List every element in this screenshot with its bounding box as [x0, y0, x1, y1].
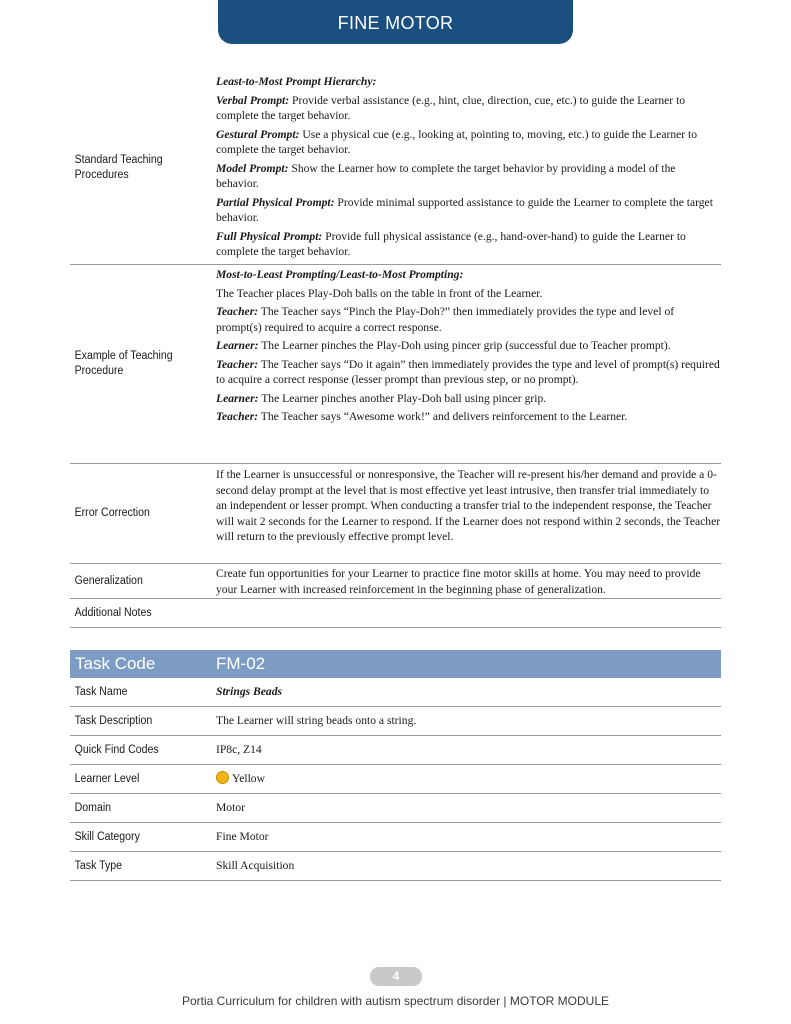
list-item: Teacher: The Teacher says “Awesome work!” and delivers reinforcement to the Learner. [216, 410, 628, 423]
task-code-label: Task Code [75, 654, 156, 673]
section-title: FINE MOTOR [337, 13, 454, 33]
row-value: Create fun opportunities for your Learner to practice fine motor skills at home. You may need to provide your Learner with increased reinforcement in the beginning phase of generalization. [216, 567, 701, 596]
additional-notes-row [70, 599, 721, 628]
table-row: Domain Motor [70, 794, 721, 823]
task-code-header [70, 650, 721, 678]
prompt-hierarchy-heading: Least-to-Most Prompt Hierarchy: [216, 75, 377, 88]
table-row: Learner Level Yellow [70, 765, 721, 794]
list-item: Teacher: The Teacher says “Do it again” then immediately provides the type and level of prompt(s) required to acquire a correct response (lesser prompt than previous step, or no prompt). [216, 357, 720, 386]
procedures-table [70, 72, 721, 628]
task-name-value: Strings Beads [216, 685, 283, 699]
page-number: 4 [370, 967, 422, 986]
list-item: Partial Physical Prompt: Provide minimal supported assistance to guide the Learner to complete the target behavior. [216, 195, 713, 224]
task-code-value: FM-02 [216, 654, 266, 673]
row-label: Additional Notes [74, 606, 152, 619]
example-intro: The Teacher places Play-Doh balls on the table in front of the Learner. [216, 286, 543, 300]
row-value [216, 265, 721, 463]
row-label: Example of Teaching Procedure [74, 350, 173, 377]
example-procedure-row [70, 265, 721, 464]
list-item: Teacher: The Teacher says “Pinch the Play-Doh?” then immediately provides the type and level of prompt(s) required to acquire a correct response. [216, 305, 675, 334]
row-label: Standard Teaching Procedures [74, 154, 163, 181]
section-title-banner [218, 0, 573, 44]
table-row: Quick Find Codes IP8c, Z14 [70, 736, 721, 765]
error-correction-row [70, 464, 721, 564]
list-item: Model Prompt: Show the Learner how to complete the target behavior by providing a model of the behavior. [216, 161, 676, 190]
standard-procedures-row [70, 72, 721, 265]
list-item: Verbal Prompt: Provide verbal assistance (e.g., hint, clue, direction, cue, etc.) to guide the Learner to complete the target behavior. [216, 93, 686, 122]
row-value [216, 599, 721, 627]
list-item: Gestural Prompt: Use a physical cue (e.g., looking at, pointing to, moving, etc.) to guide the Learner to complete the target behavior. [216, 127, 698, 156]
row-value [216, 72, 721, 264]
row-label: Error Correction [74, 507, 150, 519]
table-row: Task Type Skill Acquisition [70, 852, 721, 881]
prompting-heading: Most-to-Least Prompting/Least-to-Most Prompting: [216, 268, 464, 281]
footer-text: Portia Curriculum for children with autism spectrum disorder | MOTOR MODULE [181, 994, 609, 1008]
learner-level-value: Yellow [232, 772, 265, 786]
list-item: Learner: The Learner pinches the Play-Doh using pincer grip (successful due to Teacher prompt). [216, 339, 671, 352]
task-details-table [70, 678, 721, 881]
list-item: Learner: The Learner pinches another Play-Doh ball using pincer grip. [216, 391, 547, 405]
yellow-level-dot-icon [216, 771, 229, 784]
row-label: Generalization [74, 574, 143, 587]
table-row: Task Name Strings Beads [70, 678, 721, 707]
table-row: Task Description The Learner will string beads onto a string. [70, 707, 721, 736]
table-row: Skill Category Fine Motor [70, 823, 721, 852]
generalization-row [70, 564, 721, 599]
row-value: If the Learner is unsuccessful or nonresponsive, the Teacher will re-present his/her demand and provide a 0-second delay prompt at the level that is most effective yet least intrusive, then transfer trial immediately to an independent or lesser prompt. When conducting a transfer trial to the independent response, the Teacher will wait 2 seconds for the Learner to respond. If the Learner does not respond within 2 seconds, the Teacher will return to the previously effective prompt level. [216, 468, 721, 543]
list-item: Full Physical Prompt: Provide full physical assistance (e.g., hand-over-hand) to guide the Learner to complete the target behavior. [216, 229, 686, 258]
